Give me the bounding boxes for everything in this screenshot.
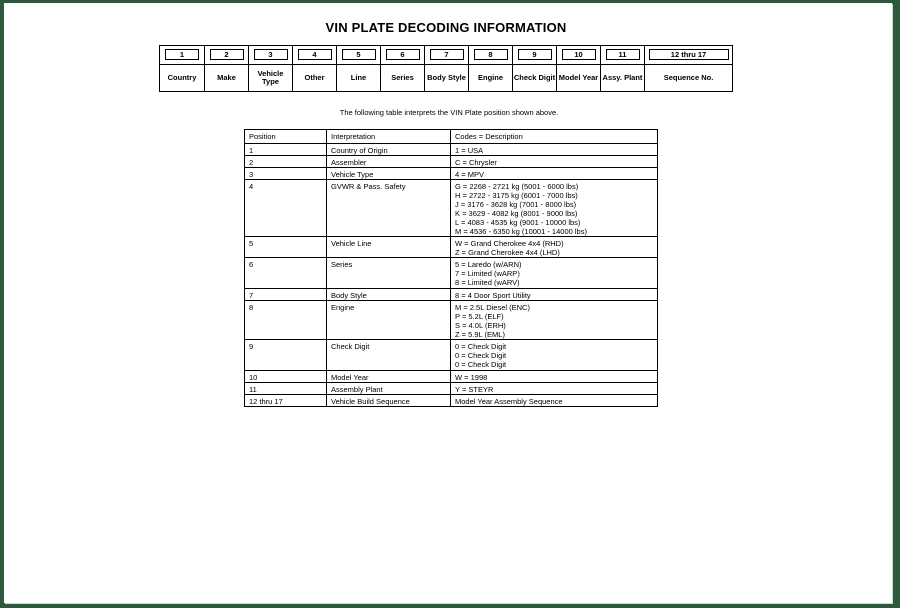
table-row (245, 301, 658, 340)
table-row (245, 237, 658, 258)
position-cell: 8 (245, 301, 327, 340)
interpretation-cell: Vehicle Type (327, 168, 451, 180)
code-line: K = 3629 - 4082 kg (8001 - 9000 lbs) (455, 209, 578, 218)
codes-cell (451, 237, 658, 258)
code-line: 0 = Check Digit (455, 360, 507, 369)
vin-position-number: 12 thru 17 (649, 49, 729, 60)
interpretation-cell: Check Digit (327, 340, 451, 371)
position-cell: 12 thru 17 (245, 395, 327, 407)
codes-cell (451, 156, 658, 168)
codes-cell (451, 180, 658, 237)
vin-position-label: Check Digit (513, 65, 557, 92)
code-line: 1 = USA (455, 146, 484, 155)
codes-cell (451, 289, 658, 301)
code-line: G = 2268 - 2721 kg (5001 - 6000 lbs) (455, 182, 579, 191)
vin-position-label: Make (205, 65, 249, 92)
table-row (245, 395, 658, 407)
code-line: Y = STEYR (455, 385, 494, 394)
interpretation-cell: Assembly Plant (327, 383, 451, 395)
code-line: 5 = Laredo (w/ARN) (455, 260, 522, 269)
position-cell: 2 (245, 156, 327, 168)
table-row (245, 340, 658, 371)
code-line: 8 = Limited (wARV) (455, 278, 520, 287)
table-row (245, 180, 658, 237)
vin-position-number: 2 (210, 49, 244, 60)
table-row (245, 289, 658, 301)
page-title: VIN PLATE DECODING INFORMATION (325, 20, 567, 35)
code-line: J = 3176 - 3628 kg (7001 - 8000 lbs) (455, 200, 577, 209)
code-line: 8 = 4 Door Sport Utility (455, 291, 531, 300)
code-line: H = 2722 - 3175 kg (6001 - 7000 lbs) (455, 191, 578, 200)
vin-position-number: 3 (254, 49, 288, 60)
interpretation-cell: Country of Origin (327, 144, 451, 156)
vin-position-cell (557, 46, 601, 65)
interpretation-cell: Vehicle Line (327, 237, 451, 258)
codes-cell (451, 340, 658, 371)
codes-cell (451, 144, 658, 156)
vin-position-cell (205, 46, 249, 65)
vin-position-cell (337, 46, 381, 65)
interpretation-cell: Model Year (327, 371, 451, 383)
vin-position-number: 8 (474, 49, 508, 60)
vin-position-label: Model Year (557, 65, 601, 92)
interpretation-cell: Vehicle Build Sequence (327, 395, 451, 407)
position-cell: 3 (245, 168, 327, 180)
table-row (245, 383, 658, 395)
table-header-row (245, 130, 658, 144)
vin-position-label: Sequence No. (645, 65, 733, 92)
code-line: 0 = Check Digit (455, 342, 507, 351)
table-row (245, 144, 658, 156)
position-cell: 7 (245, 289, 327, 301)
code-line: Z = Grand Cherokee 4x4 (LHD) (455, 248, 560, 257)
position-cell: 11 (245, 383, 327, 395)
table-row (245, 258, 658, 289)
codes-cell (451, 395, 658, 407)
position-cell: 4 (245, 180, 327, 237)
code-line: S = 4.0L (ERH) (455, 321, 506, 330)
code-line: W = 1998 (455, 373, 488, 382)
vin-position-cell (249, 46, 293, 65)
vin-position-number: 1 (165, 49, 199, 60)
vin-label-row (160, 65, 733, 92)
interpretation-cell: Assembler (327, 156, 451, 168)
intro-text: The following table interprets the VIN Plate position shown above. (339, 108, 559, 117)
code-line: 7 = Limited (wARP) (455, 269, 520, 278)
vin-position-label: Engine (469, 65, 513, 92)
table-row (245, 168, 658, 180)
table-row (245, 371, 658, 383)
vin-position-label: Body Style (425, 65, 469, 92)
codes-cell (451, 258, 658, 289)
vin-position-strip (159, 45, 733, 92)
codes-cell (451, 383, 658, 395)
header-codes: Codes = Description (451, 130, 658, 144)
vin-position-cell (513, 46, 557, 65)
code-line: P = 5.2L (ELF) (455, 312, 504, 321)
vin-position-cell (601, 46, 645, 65)
code-line: 0 = Check Digit (455, 351, 507, 360)
position-cell: 6 (245, 258, 327, 289)
vin-position-cell (425, 46, 469, 65)
vin-position-number: 4 (298, 49, 332, 60)
code-line: Model Year Assembly Sequence (455, 397, 563, 406)
vin-position-label: Country (160, 65, 205, 92)
code-line: W = Grand Cherokee 4x4 (RHD) (455, 239, 564, 248)
position-cell: 5 (245, 237, 327, 258)
vin-position-number: 9 (518, 49, 552, 60)
code-line: C = Chrysler (455, 158, 497, 167)
codes-cell (451, 301, 658, 340)
vin-position-cell (469, 46, 513, 65)
position-cell: 1 (245, 144, 327, 156)
code-line: L = 4083 - 4535 kg (9001 - 10000 lbs) (455, 218, 581, 227)
codes-cell (451, 371, 658, 383)
vin-position-label: Vehicle Type (249, 65, 293, 92)
vin-position-number: 7 (430, 49, 464, 60)
vin-number-row (160, 46, 733, 65)
vin-position-cell (293, 46, 337, 65)
codes-cell (451, 168, 658, 180)
vin-position-number: 10 (562, 49, 596, 60)
header-position: Position (245, 130, 327, 144)
code-line: Z = 5.9L (EML) (455, 330, 505, 339)
vin-position-label: Assy. Plant (601, 65, 645, 92)
interpretation-cell: Body Style (327, 289, 451, 301)
code-line: M = 4536 - 6350 kg (10001 - 14000 lbs) (455, 227, 587, 236)
vin-position-number: 11 (606, 49, 640, 60)
interpretation-cell: Engine (327, 301, 451, 340)
vin-position-label: Other (293, 65, 337, 92)
code-line: M = 2.5L Diesel (ENC) (455, 303, 530, 312)
header-interpretation: Interpretation (327, 130, 451, 144)
vin-position-cell (645, 46, 733, 65)
table-row (245, 156, 658, 168)
vin-position-number: 6 (386, 49, 420, 60)
interpretation-cell: GVWR & Pass. Safety (327, 180, 451, 237)
interpretation-cell: Series (327, 258, 451, 289)
vin-position-cell (160, 46, 205, 65)
vin-position-number: 5 (342, 49, 376, 60)
vin-decode-table (244, 129, 658, 407)
vin-position-label: Series (381, 65, 425, 92)
vin-position-label: Line (337, 65, 381, 92)
code-line: 4 = MPV (455, 170, 484, 179)
vin-position-cell (381, 46, 425, 65)
position-cell: 9 (245, 340, 327, 371)
position-cell: 10 (245, 371, 327, 383)
